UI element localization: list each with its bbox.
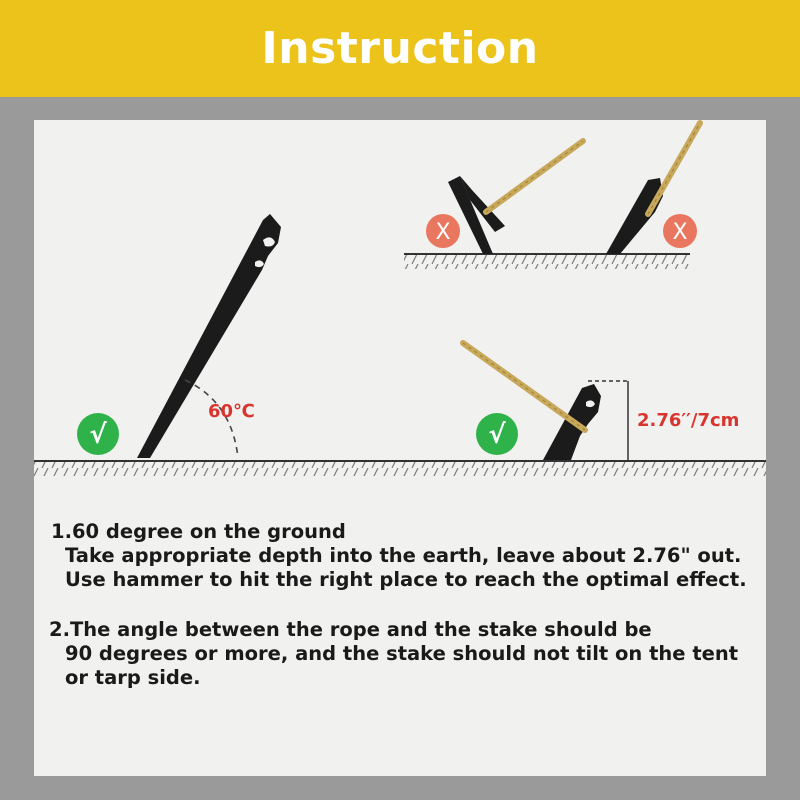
main-ground bbox=[34, 461, 766, 476]
step2-title: 2.The angle between the rope and the stake should be bbox=[49, 618, 652, 641]
step1-line2: Take appropriate depth into the earth, leave about 2.76" out. bbox=[65, 544, 742, 567]
check-badge-left bbox=[77, 413, 119, 455]
height-label: 2.76′′/7cm bbox=[637, 410, 740, 431]
angle-label: 60℃ bbox=[208, 401, 255, 422]
page-title: Instruction bbox=[261, 23, 539, 74]
upper-ground bbox=[404, 254, 690, 269]
step1-title: 1.60 degree on the ground bbox=[51, 520, 346, 543]
check-mark-left: √ bbox=[89, 420, 107, 450]
wrong-example-left bbox=[426, 141, 583, 254]
check-mark-right: √ bbox=[488, 420, 506, 450]
step2-line3: or tarp side. bbox=[65, 666, 201, 689]
wrong-example-right bbox=[606, 123, 700, 254]
wrong-mark-left: X bbox=[435, 220, 451, 245]
wrong-mark-right: X bbox=[672, 220, 688, 245]
step1-line3: Use hammer to hit the right place to reach the optimal effect. bbox=[65, 568, 747, 591]
step2-line2: 90 degrees or more, and the stake should not tilt on the tent bbox=[65, 642, 739, 665]
correct-example-right bbox=[463, 343, 601, 460]
